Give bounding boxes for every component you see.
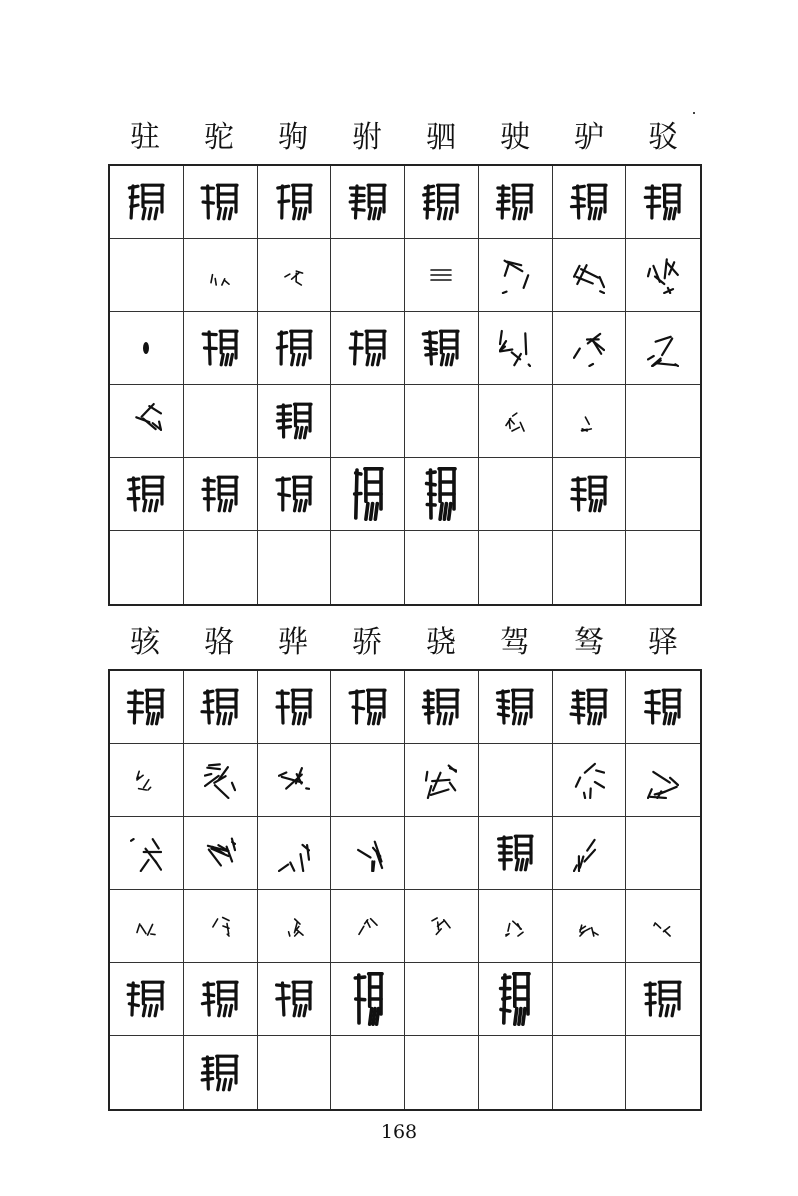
page-number: 168	[380, 1121, 418, 1143]
table-cell	[626, 1036, 700, 1109]
table-cell	[626, 890, 700, 963]
glyph-table-1	[108, 164, 702, 606]
table-cell	[331, 890, 405, 963]
table-cell	[258, 312, 332, 385]
seal-glyph-image	[358, 915, 378, 937]
table-cell	[553, 963, 627, 1036]
seal-glyph-image	[643, 182, 683, 222]
seal-glyph-image	[421, 687, 461, 727]
seal-glyph-image	[278, 834, 310, 872]
header-char: 驼	[204, 120, 234, 155]
table-cell	[479, 312, 553, 385]
header-char: 骆	[204, 625, 234, 660]
header-char: 驸	[352, 120, 382, 155]
seal-glyph-image	[351, 969, 385, 1029]
seal-glyph-image	[498, 969, 532, 1029]
table-cell	[405, 312, 479, 385]
table-cell	[110, 744, 184, 817]
header-char: 驽	[574, 625, 604, 660]
table-cell	[331, 963, 405, 1036]
table-cell	[110, 166, 184, 239]
seal-glyph-image	[573, 834, 605, 872]
glyph-table-2	[108, 669, 702, 1111]
table-cell	[626, 671, 700, 744]
table-cell	[184, 963, 258, 1036]
table-cell	[553, 1036, 627, 1109]
seal-glyph-image	[505, 915, 525, 937]
header-char: 驻	[130, 120, 160, 155]
seal-glyph-image	[499, 256, 531, 294]
table-cell	[479, 963, 553, 1036]
seal-glyph-image	[421, 182, 461, 222]
table-cell	[331, 531, 405, 604]
table-cell	[184, 1036, 258, 1109]
seal-glyph-image	[130, 402, 162, 440]
table-cell	[405, 531, 479, 604]
seal-glyph-image	[200, 979, 240, 1019]
seal-glyph-image	[126, 687, 166, 727]
seal-glyph-image	[428, 267, 454, 283]
seal-glyph-image	[200, 474, 240, 514]
header-char: 骄	[352, 625, 382, 660]
seal-glyph-image	[136, 769, 156, 791]
table-cell	[405, 817, 479, 890]
table-cell	[405, 744, 479, 817]
seal-glyph-image	[210, 264, 230, 286]
seal-glyph-image	[348, 687, 388, 727]
table-cell	[331, 312, 405, 385]
table-cell	[258, 385, 332, 458]
seal-glyph-image	[204, 834, 236, 872]
table-cell	[479, 458, 553, 531]
seal-glyph-image	[274, 687, 314, 727]
header-row-2	[108, 623, 700, 663]
table-cell	[184, 239, 258, 312]
table-cell	[110, 817, 184, 890]
table-cell	[405, 458, 479, 531]
table-cell	[553, 744, 627, 817]
table-cell	[258, 458, 332, 531]
seal-glyph-image	[573, 329, 605, 367]
seal-glyph-image	[579, 410, 599, 432]
header-char: 驿	[648, 625, 678, 660]
table-cell	[184, 166, 258, 239]
header-char: 驾	[500, 625, 530, 660]
table-cell	[626, 385, 700, 458]
table-cell	[626, 312, 700, 385]
seal-glyph-image	[348, 328, 388, 368]
table-cell	[258, 963, 332, 1036]
seal-glyph-image	[352, 834, 384, 872]
table-cell	[110, 890, 184, 963]
seal-glyph-image	[126, 182, 166, 222]
table-cell	[110, 312, 184, 385]
table-cell	[405, 385, 479, 458]
header-char: 驷	[426, 120, 456, 155]
seal-glyph-image	[204, 761, 236, 799]
header-row-1	[108, 118, 700, 158]
table-cell	[626, 239, 700, 312]
table-cell	[184, 890, 258, 963]
header-char: 骇	[130, 625, 160, 660]
table-cell	[405, 166, 479, 239]
table-cell	[110, 671, 184, 744]
seal-glyph-image	[141, 340, 151, 356]
seal-glyph-image	[643, 979, 683, 1019]
header-char: 骁	[426, 625, 456, 660]
header-char: 驶	[500, 120, 530, 155]
seal-glyph-image	[126, 979, 166, 1019]
table-cell	[110, 458, 184, 531]
table-cell	[553, 890, 627, 963]
seal-glyph-image	[278, 761, 310, 799]
seal-glyph-image	[653, 915, 673, 937]
table-cell	[331, 1036, 405, 1109]
table-cell	[479, 531, 553, 604]
table-cell	[405, 239, 479, 312]
seal-glyph-image	[495, 182, 535, 222]
seal-glyph-image	[274, 401, 314, 441]
seal-glyph-image	[200, 328, 240, 368]
table-cell	[184, 385, 258, 458]
table-cell	[258, 531, 332, 604]
table-cell	[258, 744, 332, 817]
table-cell	[479, 239, 553, 312]
seal-glyph-image	[495, 833, 535, 873]
seal-glyph-image	[421, 328, 461, 368]
table-cell	[184, 458, 258, 531]
header-char: 驹	[278, 120, 308, 155]
seal-glyph-image	[569, 687, 609, 727]
table-cell	[479, 744, 553, 817]
table-cell	[331, 166, 405, 239]
table-cell	[553, 458, 627, 531]
table-cell	[553, 312, 627, 385]
table-cell	[184, 744, 258, 817]
table-cell	[258, 817, 332, 890]
seal-glyph-image	[425, 761, 457, 799]
seal-glyph-image	[579, 915, 599, 937]
seal-glyph-image	[569, 182, 609, 222]
table-cell	[331, 817, 405, 890]
table-cell	[258, 166, 332, 239]
table-cell	[626, 458, 700, 531]
seal-glyph-image	[499, 329, 531, 367]
seal-glyph-image	[126, 474, 166, 514]
header-char: 驴	[574, 120, 604, 155]
seal-glyph-image	[210, 915, 230, 937]
table-cell	[110, 963, 184, 1036]
seal-glyph-image	[643, 687, 683, 727]
seal-glyph-image	[130, 834, 162, 872]
table-cell	[405, 671, 479, 744]
header-char: 驳	[648, 120, 678, 155]
seal-glyph-image	[431, 915, 451, 937]
seal-glyph-image	[284, 264, 304, 286]
table-cell	[331, 458, 405, 531]
seal-glyph-image	[495, 687, 535, 727]
seal-glyph-image	[136, 915, 156, 937]
table-cell	[110, 385, 184, 458]
table-cell	[479, 817, 553, 890]
seal-glyph-image	[274, 979, 314, 1019]
table-cell	[184, 531, 258, 604]
seal-glyph-image	[505, 410, 525, 432]
table-cell	[184, 312, 258, 385]
table-cell	[110, 239, 184, 312]
table-cell	[405, 963, 479, 1036]
speck-mark	[693, 112, 695, 114]
table-cell	[479, 166, 553, 239]
table-cell	[184, 817, 258, 890]
table-cell	[553, 671, 627, 744]
table-cell	[553, 385, 627, 458]
table-cell	[479, 890, 553, 963]
table-cell	[553, 166, 627, 239]
table-cell	[405, 890, 479, 963]
table-cell	[553, 531, 627, 604]
seal-glyph-image	[284, 915, 304, 937]
seal-glyph-image	[647, 329, 679, 367]
seal-glyph-image	[424, 464, 458, 524]
table-cell	[553, 239, 627, 312]
table-cell	[184, 671, 258, 744]
seal-glyph-image	[274, 328, 314, 368]
seal-glyph-image	[569, 474, 609, 514]
table-cell	[258, 1036, 332, 1109]
seal-glyph-image	[274, 474, 314, 514]
table-cell	[258, 239, 332, 312]
seal-glyph-image	[573, 256, 605, 294]
seal-glyph-image	[274, 182, 314, 222]
table-cell	[626, 531, 700, 604]
table-cell	[479, 1036, 553, 1109]
header-char: 骅	[278, 625, 308, 660]
table-cell	[479, 671, 553, 744]
table-cell	[553, 817, 627, 890]
seal-glyph-image	[647, 761, 679, 799]
seal-glyph-image	[200, 687, 240, 727]
table-cell	[110, 531, 184, 604]
table-cell	[258, 890, 332, 963]
table-cell	[331, 239, 405, 312]
seal-glyph-image	[200, 182, 240, 222]
table-cell	[479, 385, 553, 458]
table-cell	[258, 671, 332, 744]
seal-glyph-image	[200, 1053, 240, 1093]
seal-glyph-image	[351, 464, 385, 524]
seal-glyph-image	[573, 761, 605, 799]
seal-glyph-image	[647, 256, 679, 294]
table-cell	[626, 963, 700, 1036]
table-cell	[626, 744, 700, 817]
table-cell	[331, 385, 405, 458]
table-cell	[331, 671, 405, 744]
table-cell	[405, 1036, 479, 1109]
table-cell	[331, 744, 405, 817]
seal-glyph-image	[348, 182, 388, 222]
table-cell	[626, 817, 700, 890]
table-cell	[110, 1036, 184, 1109]
table-cell	[626, 166, 700, 239]
